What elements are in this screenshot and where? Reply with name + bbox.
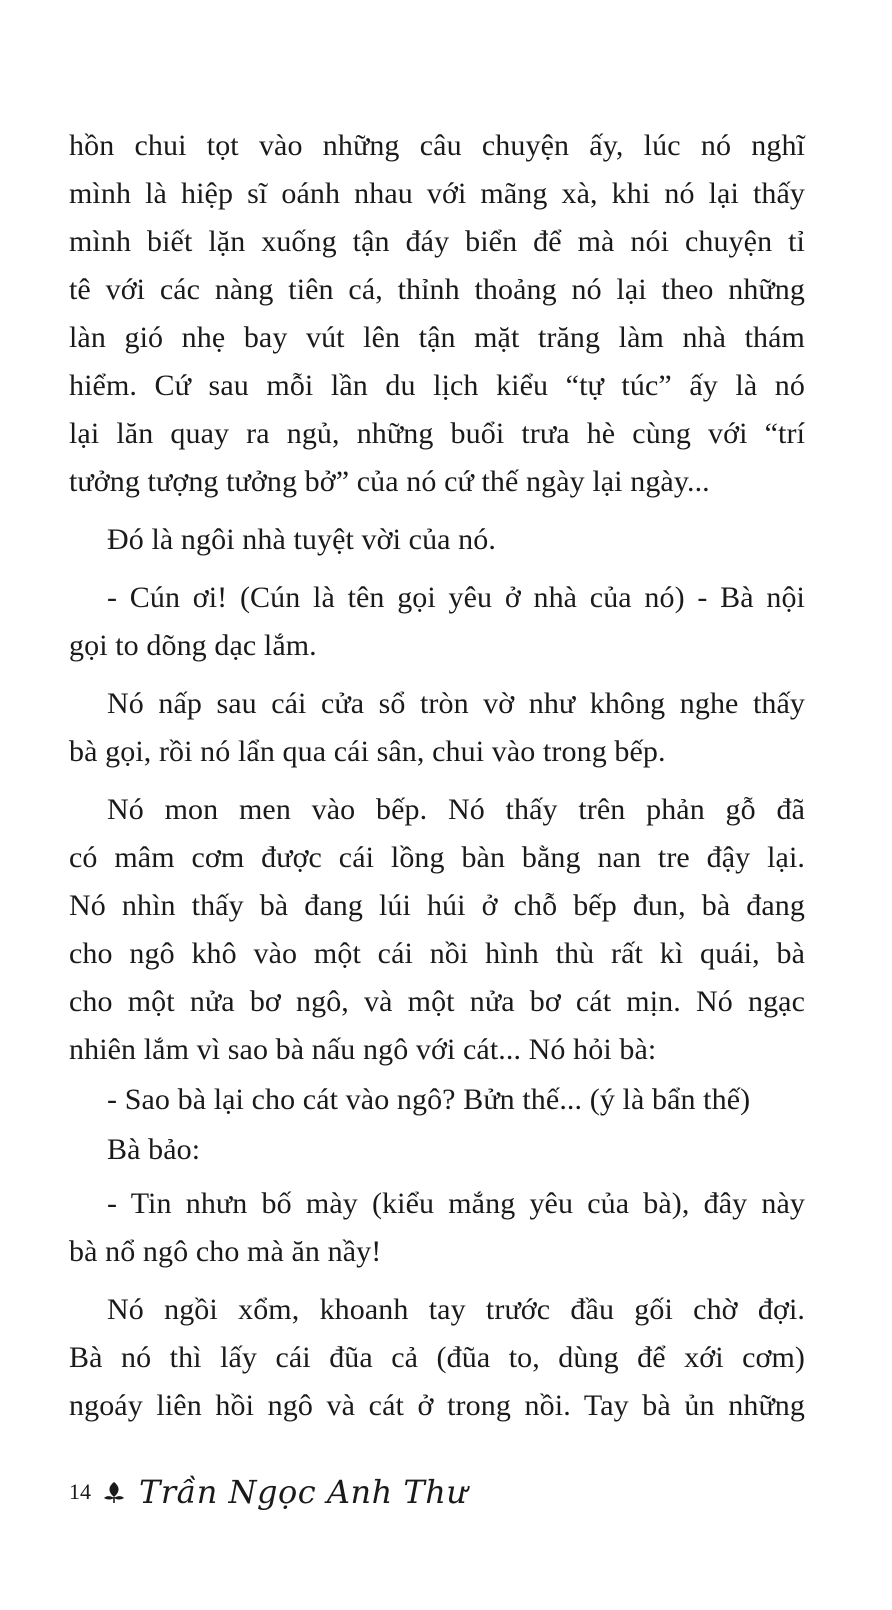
text-line: nhiên lắm vì sao bà nấu ngô với cát... Nó hỏi bà: — [69, 1033, 657, 1066]
text-line: - Tin nhưn bố mày (kiểu mắng yêu của bà), đây này — [107, 1187, 805, 1220]
text-line: Nó nấp sau cái cửa sổ tròn vờ như không nghe thấy — [107, 687, 805, 720]
text-line: - Cún ơi! (Cún là tên gọi yêu ở nhà của nó) - Bà nội — [107, 581, 805, 614]
text-line: ngoáy liên hồi ngô và cát ở trong nồi. Tay bà ủn những — [69, 1389, 805, 1422]
text-line: mình biết lặn xuống tận đáy biển để mà nói chuyện tỉ — [69, 225, 805, 258]
text-line: Nó mon men vào bếp. Nó thấy trên phản gỗ đã — [107, 793, 805, 826]
page-footer — [69, 1462, 467, 1522]
text-line: cho ngô khô vào một cái nồi hình thù rất kì quái, bà — [69, 937, 805, 970]
text-line: Đó là ngôi nhà tuyệt vời của nó. — [107, 523, 496, 556]
paragraph — [69, 574, 805, 670]
paragraph — [69, 122, 805, 506]
text-line: Nó ngồi xổm, khoanh tay trước đầu gối chờ đợi. — [107, 1293, 805, 1326]
author-name: Trần Ngọc Anh Thư — [139, 1473, 468, 1511]
page-number: 14 — [69, 1479, 91, 1504]
text-line: Bà nó thì lấy cái đũa cả (đũa to, dùng để xới cơm) — [69, 1341, 805, 1374]
paragraph — [69, 680, 805, 776]
paragraph — [69, 1126, 805, 1174]
paragraph — [69, 516, 805, 564]
paragraph — [69, 1286, 805, 1430]
text-line: tê với các nàng tiên cá, thỉnh thoảng nó lại theo những — [69, 273, 805, 306]
text-line: bà nổ ngô cho mà ăn nầy! — [69, 1235, 382, 1268]
text-line: bà gọi, rồi nó lẩn qua cái sân, chui vào trong bếp. — [69, 735, 666, 768]
text-line: hiểm. Cứ sau mỗi lần du lịch kiểu “tự túc” ấy là nó — [69, 369, 805, 402]
text-line: Bà bảo: — [107, 1133, 201, 1166]
text-line: có mâm cơm được cái lồng bàn bằng nan tre đậy lại. — [69, 841, 805, 874]
text-line: Nó nhìn thấy bà đang lúi húi ở chỗ bếp đun, bà đang — [69, 889, 805, 922]
text-line: tưởng tượng tưởng bở” của nó cứ thế ngày lại ngày... — [69, 465, 710, 498]
leaf-ornament-icon — [101, 1479, 127, 1505]
text-line: cho một nửa bơ ngô, và một nửa bơ cát mịn. Nó ngạc — [69, 985, 805, 1018]
text-line: mình là hiệp sĩ oánh nhau với mãng xà, khi nó lại thấy — [69, 177, 805, 210]
body-text — [69, 122, 805, 1430]
paragraph — [69, 786, 805, 1074]
text-line: gọi to dõng dạc lắm. — [69, 629, 317, 662]
text-line: hồn chui tọt vào những câu chuyện ấy, lúc nó nghĩ — [69, 129, 805, 162]
paragraph — [69, 1180, 805, 1276]
text-line: lại lăn quay ra ngủ, những buổi trưa hè cùng với “trí — [69, 417, 805, 450]
text-line: - Sao bà lại cho cát vào ngô? Bửn thế... (ý là bẩn thế) — [107, 1083, 751, 1116]
text-line: làn gió nhẹ bay vút lên tận mặt trăng làm nhà thám — [69, 321, 805, 354]
paragraph — [69, 1076, 805, 1124]
